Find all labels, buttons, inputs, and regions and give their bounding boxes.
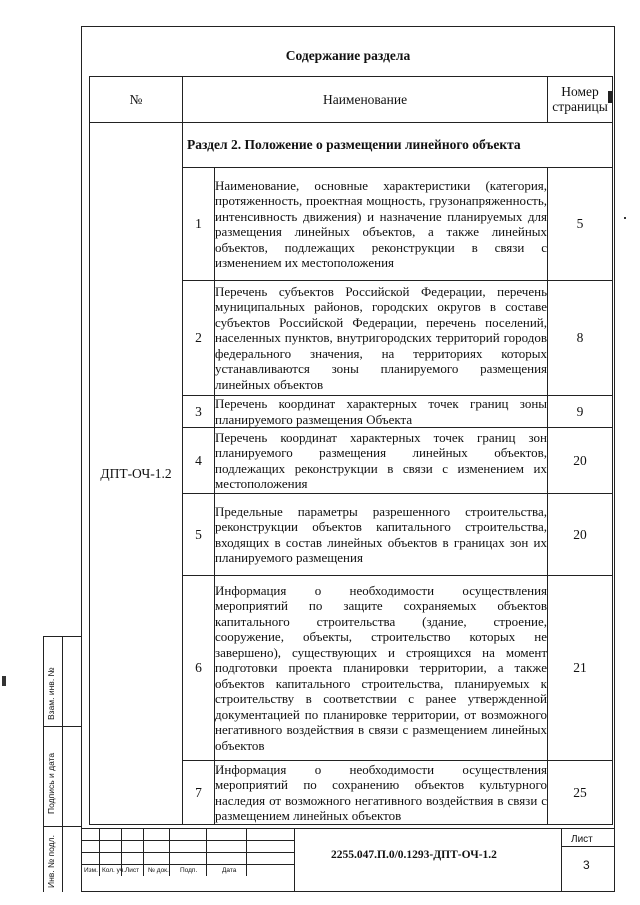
row-page: 21 [548,576,613,761]
row-description: Перечень субъектов Российской Федерации, перечень муниципальных районов, городских округов в составе субъектов Российской Федерации, перечень поселений, населенных пунктов, внутригородских территорий городов федерального значения, на территориях которых устанавливаются зоны планируемого размещения линейных объектов [215,281,548,396]
row-page: 20 [548,494,613,576]
row-page: 8 [548,281,613,396]
caption-doc-no: № док. [148,867,169,874]
header-name: Наименование [183,77,548,123]
page-title: Содержание раздела [285,48,411,63]
row-number: 6 [183,576,215,761]
table-header-row [90,77,613,123]
row-page: 25 [548,761,613,825]
row-number: 1 [183,168,215,281]
header-num: № [90,77,183,123]
row-page: 20 [548,428,613,494]
sheet-label: Лист [571,834,593,845]
label-podpis: Подпись и дата [46,752,56,814]
row-description: Наименование, основные характеристики (категория, протяженность, проектная мощность, грузонапряженность, интенсивность движения) и назначение планируемых для размещения линейных объектов, а также линейных объектов, подлежащих реконструкции в связи с изменением их местоположения [215,168,548,281]
label-inv-podl: Инв. № подл. [46,835,56,888]
section-row [90,123,613,168]
header-page: Номер страницы [548,77,613,123]
row-page: 9 [548,396,613,428]
row-page: 5 [548,168,613,281]
row-description: Перечень координат характерных точек границ зон планируемого размещения линейных объектов, подлежащих реконструкции в связи с изменением их местоположения [215,428,548,494]
side-stamp [43,636,81,892]
scan-dot [624,217,626,219]
row-number: 4 [183,428,215,494]
row-description: Информация о необходимости осуществления мероприятий по сохранению объектов культурного наследия от возможного негативного воздействия в связи с размещением линейных объектов [215,761,548,823]
row-number: 5 [183,494,215,576]
contents-table [89,76,613,825]
edge-mark [608,91,612,103]
margin-mark [2,676,6,686]
caption-izm: Изм. [84,867,98,874]
row-description: Информация о необходимости осуществления мероприятий по защите сохраняемых объектов капитального строительства (здание, строение, сооружение, объекты, строительство которых не завершено), существующих и строящихся на момент подготовки проекта планировки территории, а также объектов капитального строительства, планируемых к строительству в соответствии с ранее утвержденной документацией по планировке территории, от возможного негативного воздействия в связи с размещением линейных объектов [215,576,548,761]
caption-data: Дата [222,867,237,874]
sheet-number: 3 [583,858,590,872]
row-description: Перечень координат характерных точек границ зоны планируемого размещения Объекта [215,396,548,427]
row-number: 7 [183,761,215,825]
section-title: Раздел 2. Положение о размещении линейного объекта [183,123,613,168]
document-code: ДПТ-ОЧ-1.2 [90,123,183,825]
label-vzam: Взам. инв. № [46,667,56,720]
document-sheet [81,26,615,892]
document-number: 2255.047.П.0/0.1293-ДПТ-ОЧ-1.2 [331,849,497,861]
row-number: 3 [183,396,215,428]
caption-kol-uch: Кол. уч. [102,867,126,874]
row-description: Предельные параметры разрешенного строительства, реконструкции объектов капитального строительства, входящих в состав линейных объектов в границах зон их планируемого размещения [215,494,548,576]
caption-list: Лист [125,867,140,874]
row-number: 2 [183,281,215,396]
caption-podp: Подп. [180,867,198,874]
title-block [81,828,615,892]
